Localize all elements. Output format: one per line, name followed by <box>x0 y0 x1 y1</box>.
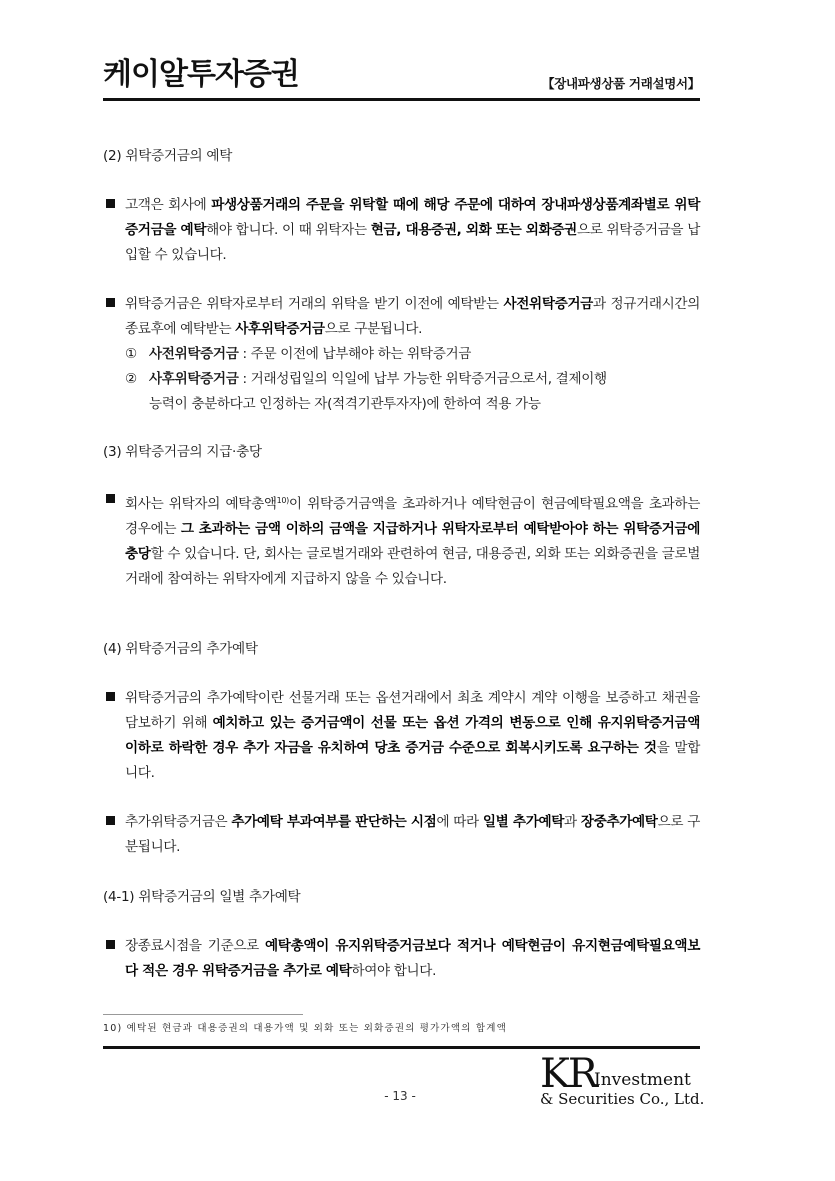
bullet-item <box>103 686 700 786</box>
bullet-text: 위탁증거금의 추가예탁이란 선물거래 또는 옵션거래에서 최초 계약시 계약 이행을 보증하고 채권을 담보하기 위해 예치하고 있는 증거금액이 선물 또는 옵션 가격의 변동으로 인해 유지위탁증거금액 이하로 하락한 경우 추가 자금을 유치하여 당초 증거금 수준으로 회복시키도록 요구하는 것을 말합니다. <box>125 690 700 781</box>
bullet-item <box>103 488 700 592</box>
section-heading-2: (2) 위탁증거금의 예탁 <box>103 148 233 164</box>
bullet-item <box>103 292 700 342</box>
footnote: 10) 예탁된 현금과 대용증권의 대용가액 및 외화 또는 외화증권의 평가가액의 합계액 <box>103 1023 508 1034</box>
bullet-item <box>103 810 700 860</box>
bullet-square-icon <box>106 494 115 503</box>
section-heading-3: (3) 위탁증거금의 지급·충당 <box>103 444 262 460</box>
bullet-text: 고객은 회사에 파생상품거래의 주문을 위탁할 때에 해당 주문에 대하여 장내파생상품계좌별로 위탁증거금을 예탁해야 합니다. 이 때 위탁자는 현금, 대용증권, 외화 또는 외화증권으로 위탁증거금을 납입할 수 있습니다. <box>125 197 700 263</box>
bullet-text: 위탁증거금은 위탁자로부터 거래의 위탁을 받기 이전에 예탁받는 사전위탁증거금과 정규거래시간의 종료후에 예탁받는 사후위탁증거금으로 구분됩니다. <box>125 296 700 337</box>
bullet-text: 추가위탁증거금은 추가예탁 부과여부를 판단하는 시점에 따라 일별 추가예탁과 장중추가예탁으로 구분됩니다. <box>125 814 700 855</box>
bullet-item <box>103 934 700 984</box>
bullet-item <box>103 193 700 268</box>
section-heading-4-1: (4-1) 위탁증거금의 일별 추가예탁 <box>103 889 301 905</box>
document-label: 【장내파생상품 거래설명서】 <box>542 76 700 91</box>
bullet-square-icon <box>106 816 115 825</box>
bullet-square-icon <box>106 298 115 307</box>
bullet-text: 장종료시점을 기준으로 예탁총액이 유지위탁증거금보다 적거나 예탁현금이 유지현금예탁필요액보다 적은 경우 위탁증거금을 추가로 예탁하여야 합니다. <box>125 938 700 979</box>
section-heading-4: (4) 위탁증거금의 추가예탁 <box>103 641 258 657</box>
header-divider <box>103 98 700 101</box>
brand-kr: KR <box>540 1051 596 1097</box>
company-logo-text: 케이알투자증권 <box>103 57 299 92</box>
page-number: - 13 - <box>384 1089 416 1103</box>
footnote-divider <box>103 1014 303 1015</box>
brand-logo <box>540 1051 705 1108</box>
brand-securities: & Securities Co., Ltd. <box>540 1090 705 1108</box>
sub-item-2: ② 사후위탁증거금 : 거래성립일의 익일에 납부 가능한 위탁증거금으로서, 결제이행 능력이 충분하다고 인정하는 자(적격기관투자자)에 한하여 적용 가능 <box>125 371 607 412</box>
bullet-square-icon <box>106 940 115 949</box>
brand-investment: Investment <box>594 1070 691 1090</box>
footer-divider <box>103 1046 700 1049</box>
bullet-square-icon <box>106 199 115 208</box>
page-header <box>103 56 700 100</box>
sub-item-1: ① 사전위탁증거금 : 주문 이전에 납부해야 하는 위탁증거금 <box>125 346 472 362</box>
bullet-text: 회사는 위탁자의 예탁총액$^{10)}$이 위탁증거금액을 초과하거나 예탁현금이 현금예탁필요액을 초과하는 경우에는 그 초과하는 금액 이하의 금액을 지급하거나 위탁자로부터 예탁받아야 하는 위탁증거금에 충당할 수 있습니다. 단, 회사는 글로벌거래와 관련하여 현금, 대용증권, 외화 또는 외화증권을 글로벌거래에 참여하는 위탁자에게 지급하지 않을 수 있습니다. <box>125 496 700 587</box>
bullet-square-icon <box>106 692 115 701</box>
